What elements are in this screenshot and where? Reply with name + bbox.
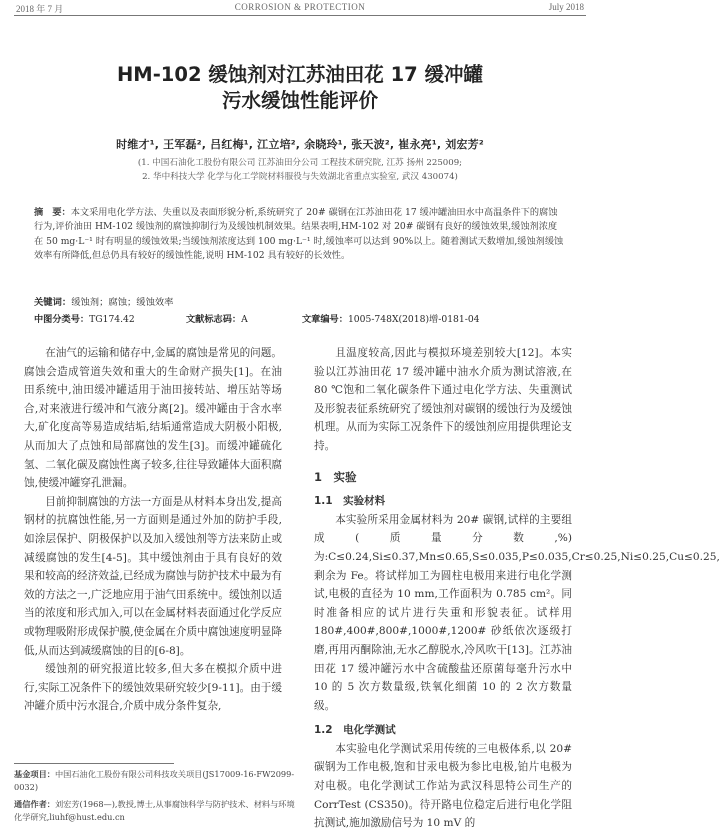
affiliation-2: 2. 华中科技大学 化学与化工学院材料服役与失效湖北省重点实验室, 武汉 430074) bbox=[142, 172, 458, 182]
subsection-heading-electrochemical: 1.2 电化学测试 bbox=[314, 724, 396, 737]
electrochemical-paragraph: 本实验电化学测试采用传统的三电极体系,以 20# 碳钢为工作电极,饱和甘汞电极为参比电极,铂片电极为对电极。电化学测试工作站为武汉科思特公司生产的 CorrTest (CS350)。待开路电位稳定后进行电化学阻抗测试,施加激励信号为 10 mV 的 bbox=[314, 742, 572, 830]
clc-number bbox=[34, 311, 135, 325]
corr-label: 通信作者： bbox=[14, 799, 55, 809]
article-label: 文章编号： bbox=[302, 314, 348, 325]
article-number bbox=[302, 311, 480, 325]
intro-paragraph-4: 且温度较高,因此与模拟环境差别较大[12]。本实验以江苏油田花 17 缓冲罐中油水介质为测试溶液,在 80 ℃饱和二氧化碳条件下通过电化学方法、失重测试及形貌表征系统研究了缓蚀剂对碳钢的缓蚀行为及缓蚀机理。从而为实际工况条件下的缓蚀剂应用提供理论支持。 bbox=[314, 347, 572, 452]
keywords bbox=[34, 294, 173, 308]
header-date: 2018 年 7 月 bbox=[16, 4, 64, 14]
abstract bbox=[34, 206, 566, 264]
materials-paragraph: 本实验所采用金属材料为 20# 碳钢,试样的主要组成(质量分数,%)为:C≤0.24,Si≤0.37,Mn≤0.65,S≤0.035,P≤0.035,Cr≤0.25,Ni≤0.25,Cu≤0.25,剩余为 Fe。将试样加工为圆柱电极用来进行电化学测试,电极的直径为 10 mm,工作面积为 0.785 cm²。同时准备相应的试片进行失重和形貌表征。试样用 180#,400#,800#,1000#,1200# 砂纸依次逐级打磨,再用丙酮除油,无水乙醇脱水,冷风吹干[13]。江苏油田花 17 缓冲罐污水中含硫酸盐还原菌每毫升污水中 10 的 5 次方数量级,铁氧化细菌 10 的 2 次方数量级。 bbox=[314, 513, 720, 712]
keywords-label: 关键词： bbox=[34, 297, 72, 308]
document-code bbox=[186, 311, 248, 325]
section-heading-experiment: 1 实验 bbox=[314, 469, 357, 484]
article-value: 1005-748X(2018)增-0181-04 bbox=[347, 314, 480, 325]
doc-value: A bbox=[241, 314, 248, 325]
right-column bbox=[314, 344, 720, 830]
paper-title-line1: HM-102 缓蚀剂对江苏油田花 17 缓冲罐 bbox=[116, 63, 484, 86]
header-date-en: July 2018 bbox=[548, 2, 584, 12]
footnote-rule bbox=[14, 763, 174, 764]
affiliation-1: (1. 中国石油化工股份有限公司 江苏油田分公司 工程技术研究院, 江苏 扬州 225009; bbox=[137, 158, 463, 168]
fund-label: 基金项目： bbox=[14, 769, 55, 779]
keywords-text: 缓蚀剂；腐蚀；缓蚀效率 bbox=[71, 297, 174, 308]
running-header bbox=[0, 0, 600, 14]
abstract-label: 摘 要： bbox=[34, 207, 71, 218]
abstract-text: 本文采用电化学方法、失重以及表面形貌分析,系统研究了 20# 碳钢在江苏油田花 17 缓冲罐油田水中高温条件下的腐蚀行为,评价油田 HM-102 缓蚀剂的腐蚀抑制行为及缓蚀机制效果。结果表明,HM-102 对 20# 碳钢有良好的缓蚀效果,缓蚀剂浓度在 50 mg·L⁻¹ 时有明显的缓蚀效果;当缓蚀剂浓度达到 100 mg·L⁻¹ 时,缓蚀率可以达到 90%以上。随着测试天数增加,缓蚀剂缓蚀效率有所降低,但总仍具有较好的缓蚀性能,说明 HM-102 具有较好的长效性。 bbox=[34, 207, 564, 262]
clc-value: TG174.42 bbox=[89, 314, 135, 325]
header-journal: CORROSION & PROTECTION bbox=[234, 2, 366, 12]
paper-title-line2: 污水缓蚀性能评价 bbox=[221, 89, 378, 112]
intro-paragraph-3: 缓蚀剂的研究报道比较多,但大多在模拟介质中进行,实际工况条件下的缓蚀效果研究较少[9-11]。由于缓冲罐介质中污水混合,介质中成分条件复杂, bbox=[24, 663, 282, 713]
author-list: 时维才¹, 王军磊², 吕红梅¹, 江立培², 余晓玲¹, 张天波², 崔永亮¹, 刘宏芳² bbox=[116, 138, 484, 151]
intro-paragraph-1: 在油气的运输和储存中,金属的腐蚀是常见的问题。腐蚀会造成管道失效和重大的生命财产损失[1]。在油田系统中,油田缓冲罐适用于油田接转站、增压站等场合,对来液进行缓冲和气液分离[2]。缓冲罐由于含水率大,矿化度高等易造成结垢,结垢通常造成大阴极小阳极,从而加大了点蚀和局部腐蚀的发生[3]。而缓冲罐硫化氢、二氧化碳及腐蚀性离子较多,往往导致罐体大面积腐蚀,使缓冲罐穿孔泄漏。 bbox=[24, 347, 282, 490]
subsection-heading-materials: 1.1 实验材料 bbox=[314, 495, 386, 508]
left-column bbox=[24, 344, 282, 754]
intro-paragraph-2: 目前抑制腐蚀的方法一方面是从材料本身出发,提高钢材的抗腐蚀性能,另一方面则是通过外加的防护手段,如涂层保护、阴极保护以及加入缓蚀剂等方法来防止或减缓腐蚀的发生[4-5]。其中缓蚀剂由于具有良好的效果和较高的经济效益,已经成为腐蚀与防护技术中最为有效的方法之一,广泛地应用于油气田系统中。缓蚀剂以适当的浓度和形式加入,可以在金属材料表面通过化学反应或物理吸附形成保护膜,使金属在介质中腐蚀速度明显降低,从而达到减缓腐蚀的目的[6-8]。 bbox=[24, 495, 282, 657]
fund-text: 中国石油化工股份有限公司科技攻关项目(JS17009-16-FW2099-0032) bbox=[14, 769, 295, 792]
corr-text: 刘宏芳(1968—),教授,博士,从事腐蚀科学与防护技术、材料与环境化学研究,liuhf@hust.edu.cn bbox=[14, 799, 295, 822]
clc-label: 中图分类号： bbox=[34, 314, 90, 325]
footnote-correspondence bbox=[14, 798, 296, 824]
footnote-fund bbox=[14, 768, 296, 794]
header-rule bbox=[14, 15, 586, 16]
doc-label: 文献标志码： bbox=[186, 314, 242, 325]
